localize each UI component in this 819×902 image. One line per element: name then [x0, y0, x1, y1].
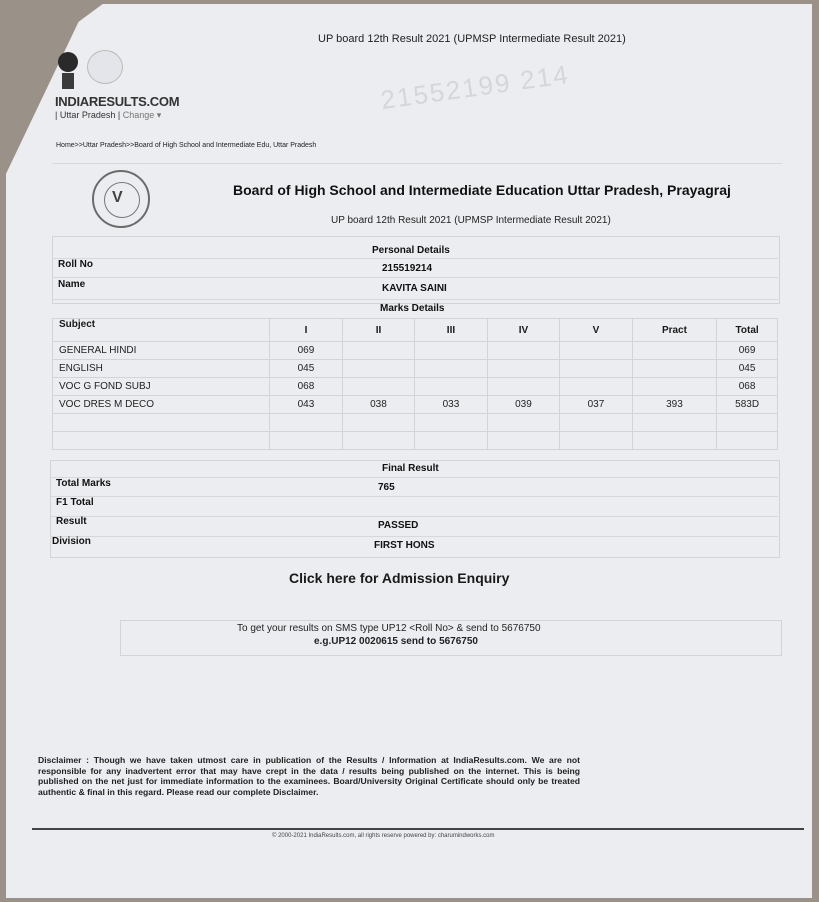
mark-cell: [342, 414, 415, 432]
mark-cell: [342, 432, 415, 450]
divider: [52, 163, 782, 164]
result-label: Result: [56, 516, 87, 527]
total-marks-value: 765: [378, 482, 395, 493]
mark-cell: 038: [342, 396, 415, 414]
footer-divider: [32, 828, 804, 830]
col-paper-3: III: [415, 319, 488, 342]
personal-details-heading: Personal Details: [372, 245, 450, 256]
board-title: Board of High School and Intermediate Education Uttar Pradesh, Prayagraj: [233, 182, 731, 198]
mark-cell: 037: [560, 396, 633, 414]
mark-cell: [342, 342, 415, 360]
board-seal-icon: V: [92, 170, 150, 228]
col-paper-1: I: [270, 319, 343, 342]
site-logo-text[interactable]: INDIARESULTS.COM: [55, 94, 180, 109]
col-subject: Subject: [53, 319, 270, 342]
col-total: Total: [717, 319, 778, 342]
site-logo-icon[interactable]: [58, 52, 78, 72]
total-marks-label: Total Marks: [56, 478, 111, 489]
table-row: [53, 378, 778, 396]
subject-cell: [53, 414, 270, 432]
col-practical: Pract: [632, 319, 716, 342]
roll-no-label: Roll No: [58, 259, 93, 270]
page-header-title: UP board 12th Result 2021 (UPMSP Intermediate Result 2021): [318, 33, 626, 45]
mark-cell: [270, 414, 343, 432]
total-cell: 069: [717, 342, 778, 360]
mark-cell: 069: [270, 342, 343, 360]
mark-cell: 039: [487, 396, 560, 414]
mark-cell: [415, 432, 488, 450]
division-value: FIRST HONS: [374, 540, 435, 551]
final-result-heading: Final Result: [382, 463, 439, 474]
name-value: KAVITA SAINI: [382, 283, 447, 294]
mark-cell: [560, 414, 633, 432]
marks-table: [52, 318, 778, 450]
table-row: [53, 360, 778, 378]
f1-total-label: F1 Total: [56, 497, 94, 508]
mark-cell: [560, 342, 633, 360]
col-paper-5: V: [560, 319, 633, 342]
sms-example: e.g.UP12 0020615 send to 5676750: [314, 636, 478, 647]
watermark-stamp: 21552199 214: [378, 58, 572, 116]
state-selector: [55, 110, 161, 121]
copyright-text: © 2000-2021 IndiaResults.com, all rights reserve powered by: charumindworks.com: [272, 833, 495, 839]
mark-cell: [560, 378, 633, 396]
breadcrumb[interactable]: Home>>Uttar Pradesh>>Board of High School and Intermediate Edu, Uttar Pradesh: [56, 142, 317, 149]
change-state-link[interactable]: Change ▾: [122, 110, 162, 120]
roll-no-value: 215519214: [382, 263, 433, 274]
mark-cell: [415, 342, 488, 360]
admission-enquiry-link[interactable]: Click here for Admission Enquiry: [289, 570, 510, 586]
mark-cell: 068: [270, 378, 343, 396]
result-value: PASSED: [378, 520, 419, 531]
total-cell: [717, 414, 778, 432]
marks-header-row: [53, 319, 778, 342]
table-row: [53, 432, 778, 450]
division-label: Division: [52, 536, 91, 547]
mark-cell: [415, 378, 488, 396]
mark-cell: [487, 432, 560, 450]
board-subtitle: UP board 12th Result 2021 (UPMSP Intermediate Result 2021): [331, 215, 611, 226]
mark-cell: [632, 432, 716, 450]
state-map-icon: [87, 50, 123, 84]
total-cell: 045: [717, 360, 778, 378]
sms-instructions: To get your results on SMS type UP12 <Roll No> & send to 5676750: [237, 623, 541, 634]
site-logo-bar-icon: [62, 73, 74, 89]
mark-cell: 033: [415, 396, 488, 414]
mark-cell: [487, 360, 560, 378]
name-label: Name: [58, 279, 86, 290]
mark-cell: [632, 342, 716, 360]
mark-cell: [632, 378, 716, 396]
subject-cell: ENGLISH: [53, 360, 270, 378]
subject-cell: VOC G FOND SUBJ: [53, 378, 270, 396]
mark-cell: [487, 378, 560, 396]
mark-cell: 045: [270, 360, 343, 378]
mark-cell: [415, 414, 488, 432]
table-row: [53, 396, 778, 414]
mark-cell: [632, 414, 716, 432]
mark-cell: [632, 360, 716, 378]
mark-cell: [487, 342, 560, 360]
col-paper-2: II: [342, 319, 415, 342]
subject-cell: GENERAL HINDI: [53, 342, 270, 360]
marks-details-heading: Marks Details: [380, 303, 445, 314]
table-row: [53, 342, 778, 360]
mark-cell: [342, 378, 415, 396]
subject-cell: [53, 432, 270, 450]
total-cell: 068: [717, 378, 778, 396]
mark-cell: [270, 432, 343, 450]
mark-cell: [560, 432, 633, 450]
mark-cell: [487, 414, 560, 432]
state-label: | Uttar Pradesh |: [55, 110, 121, 120]
col-paper-4: IV: [487, 319, 560, 342]
mark-cell: 393: [632, 396, 716, 414]
mark-cell: [342, 360, 415, 378]
mark-cell: [560, 360, 633, 378]
subject-cell: VOC DRES M DECO: [53, 396, 270, 414]
mark-cell: [415, 360, 488, 378]
mark-cell: 043: [270, 396, 343, 414]
disclaimer-text: Disclaimer : Though we have taken utmost care in publication of the Results / Information at IndiaResults.com. We are not responsible for any inadvertent error that may have crept in the data / results being published on the internet. This is being published on the net just for immediate information to the examinees. Board/University Original Certificate should only be treated authentic & final in this regard. Please read our complete Disclaimer.: [38, 755, 580, 797]
total-cell: 583D: [717, 396, 778, 414]
total-cell: [717, 432, 778, 450]
table-row: [53, 414, 778, 432]
